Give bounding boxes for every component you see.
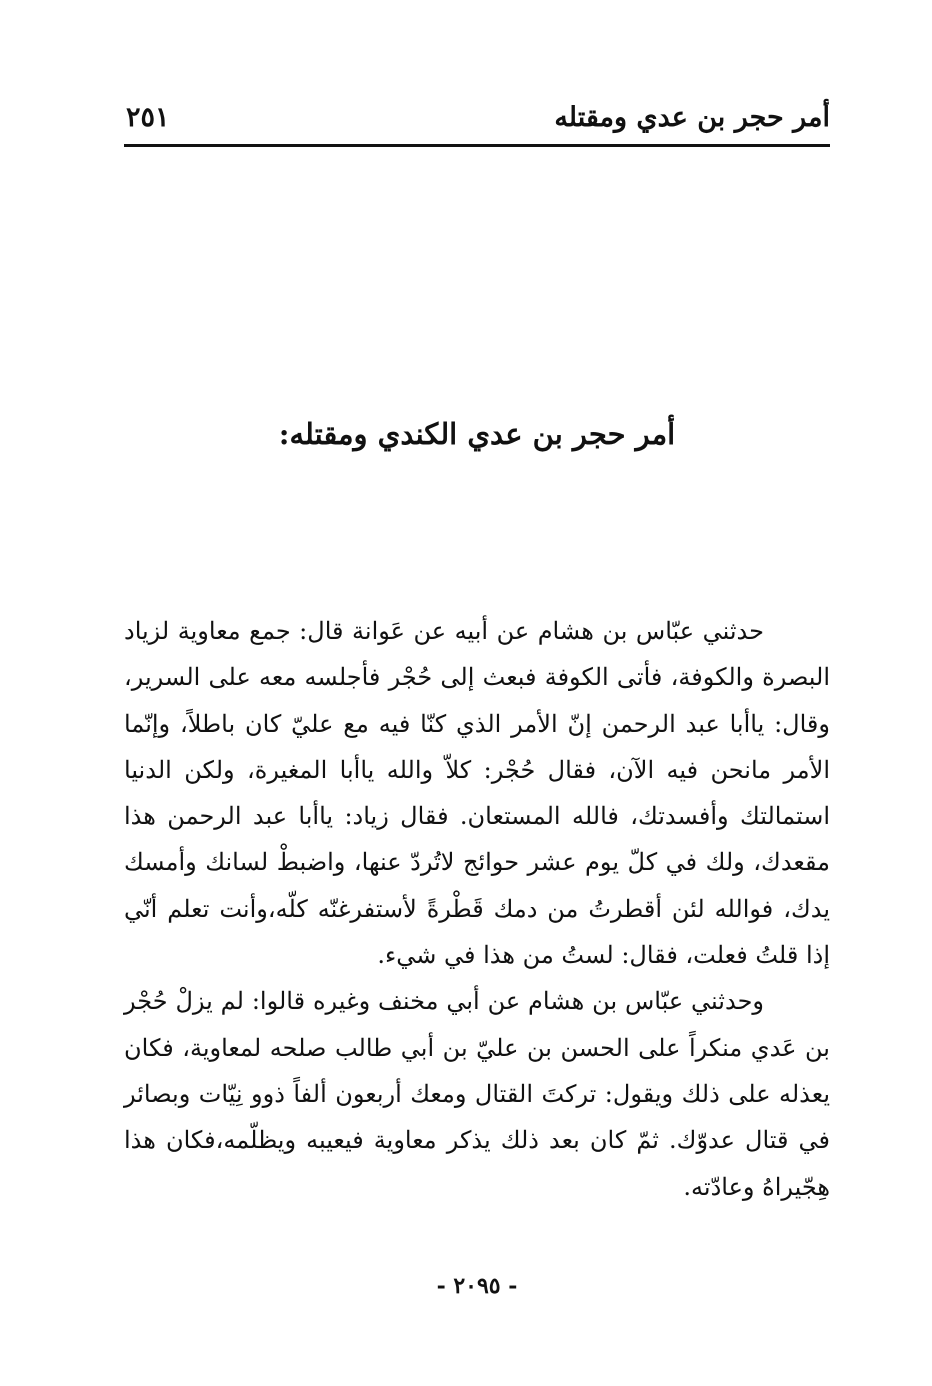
- page-number: ٢٥١: [126, 102, 170, 133]
- page-header: [124, 98, 830, 147]
- paragraph-2: وحدثني عبّاس بن هشام عن أبي مخنف وغيره قالوا: لم يزلْ حُجْر بن عَدي منكراً على الحسن بن عليّ بن أبي طالب صلحه لمعاوية، فكان يعذله على ذلك ويقول: تركتَ القتال ومعك أربعون ألفاً ذوو نِيّات وبصائر في قتال عدوّك. ثمّ كان بعد ذلك يذكر معاوية فيعيبه ويظلّمه،فكان هذا هِجّيراهُ وعادّته.: [124, 987, 830, 1201]
- running-title: أمر حجر بن عدي ومقتله: [554, 102, 830, 133]
- body-text: [124, 608, 830, 1210]
- section-title: أمر حجر بن عدي الكندي ومقتله:: [278, 417, 676, 451]
- footer-page-number: - ٢٠٩٥ -: [436, 1273, 518, 1299]
- paragraph-1: حدثني عبّاس بن هشام عن أبيه عن عَوانة قال: جمع معاوية لزياد البصرة والكوفة، فأتى الكوفة فبعث إلى حُجْر فأجلسه معه على السرير، وقال: ياأبا عبد الرحمن إنّ الأمر الذي كنّا فيه مع عليّ كان باطلاً، وإنّما الأمر مانحن فيه الآن، فقال حُجْر: كلاّ والله ياأبا المغيرة، ولكن الدنيا استمالتك وأفسدتك، فالله المستعان. فقال زياد: ياأبا عبد الرحمن هذا مقعدك، ولك في كلّ يوم عشر حوائج لاتُردّ عنها، واضبطْ لسانك وأمسك يدك، فوالله لئن أقطرتُ من دمك قَطْرةً لأستفرغنّه كلّه،وأنت تعلم أنّي إذا قلتُ فعلت، فقال: لستُ من هذا في شيء.: [124, 617, 830, 970]
